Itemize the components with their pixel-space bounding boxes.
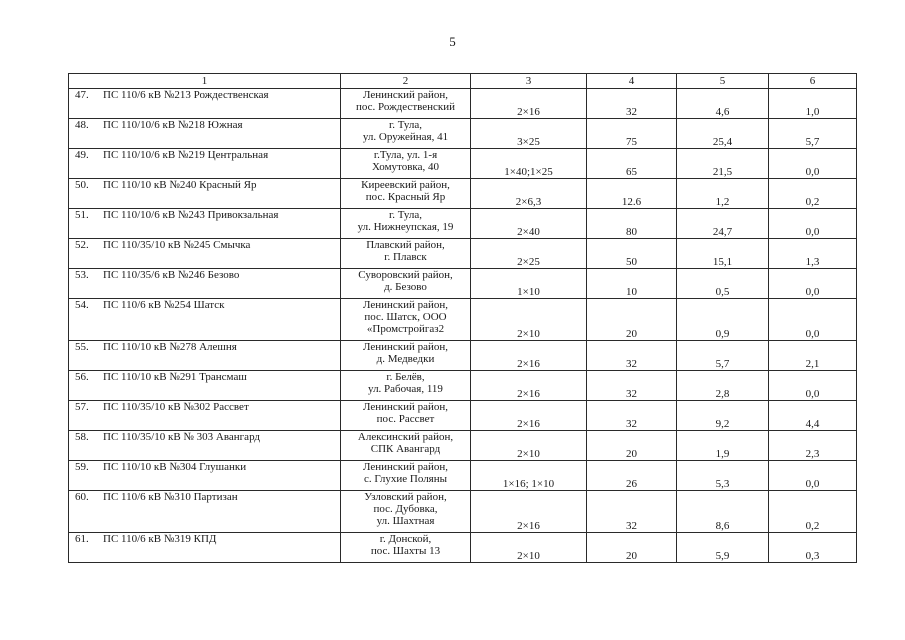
row-number: 52. [75, 239, 89, 251]
location-cell [341, 491, 471, 533]
table-row [69, 341, 857, 371]
value-cell-c3: 2×25 [471, 239, 587, 269]
substation-name-cell [69, 119, 341, 149]
substation-name-cell [69, 341, 341, 371]
row-number: 56. [75, 371, 89, 383]
value-cell-c4: 32 [587, 401, 677, 431]
row-number: 48. [75, 119, 89, 131]
location-line: пос. Дубовка, [373, 503, 438, 515]
location-line: Ленинский район, [362, 341, 449, 353]
location-line: «Промстройгаз2 [366, 323, 445, 335]
row-number: 55. [75, 341, 89, 353]
substation-name: ПС 110/10 кВ №278 Алешня [103, 341, 237, 353]
location-cell [341, 341, 471, 371]
location-line: г. Тула, [388, 209, 423, 221]
table-header-row [69, 74, 857, 89]
location-line: пос. Шатск, ООО [364, 311, 447, 323]
row-number: 59. [75, 461, 89, 473]
value-cell-c3: 2×10 [471, 431, 587, 461]
row-number: 57. [75, 401, 89, 413]
table-row [69, 401, 857, 431]
location-line: г. Плавск [384, 251, 427, 263]
substation-name-cell [69, 149, 341, 179]
value-cell-c5: 24,7 [677, 209, 769, 239]
table-row [69, 533, 857, 563]
row-number: 47. [75, 89, 89, 101]
header-cell: 6 [769, 74, 857, 89]
table-row [69, 179, 857, 209]
row-number: 54. [75, 299, 89, 311]
substation-name: ПС 110/10/6 кВ №219 Центральная [103, 149, 269, 161]
location-line: Ленинский район, [362, 401, 449, 413]
row-number: 61. [75, 533, 89, 545]
header-cell: 2 [341, 74, 471, 89]
value-cell-c4: 26 [587, 461, 677, 491]
table-row [69, 431, 857, 461]
location-cell [341, 533, 471, 563]
location-cell [341, 299, 471, 341]
substation-name: ПС 110/35/10 кВ №302 Рассвет [103, 401, 249, 413]
table-row [69, 371, 857, 401]
value-cell-c3: 2×16 [471, 401, 587, 431]
value-cell-c5: 15,1 [677, 239, 769, 269]
substation-name: ПС 110/35/6 кВ №246 Безово [103, 269, 240, 281]
location-cell [341, 179, 471, 209]
value-cell-c4: 32 [587, 341, 677, 371]
location-line: Ленинский район, [362, 89, 449, 101]
value-cell-c6: 1,3 [769, 239, 857, 269]
page-number: 5 [449, 34, 456, 49]
value-cell-c3: 1×10 [471, 269, 587, 299]
value-cell-c4: 20 [587, 299, 677, 341]
value-cell-c5: 5,3 [677, 461, 769, 491]
location-cell [341, 371, 471, 401]
location-line: пос. Рассвет [376, 413, 435, 425]
value-cell-c6: 4,4 [769, 401, 857, 431]
value-cell-c5: 9,2 [677, 401, 769, 431]
header-cell: 4 [587, 74, 677, 89]
substation-name: ПС 110/10 кВ №240 Красный Яр [103, 179, 257, 191]
header-cell: 1 [69, 74, 341, 89]
location-cell [341, 461, 471, 491]
value-cell-c6: 0,2 [769, 491, 857, 533]
table-row [69, 149, 857, 179]
location-line: г. Тула, [388, 119, 423, 131]
substation-name-cell [69, 371, 341, 401]
value-cell-c3: 1×16; 1×10 [471, 461, 587, 491]
substation-name: ПС 110/6 кВ №319 КПД [103, 533, 217, 545]
location-cell [341, 239, 471, 269]
location-cell [341, 119, 471, 149]
location-cell [341, 269, 471, 299]
substation-name: ПС 110/6 кВ №254 Шатск [103, 299, 225, 311]
substation-name: ПС 110/10/6 кВ №243 Привокзальная [103, 209, 279, 221]
table-row [69, 269, 857, 299]
location-cell [341, 431, 471, 461]
table-row [69, 89, 857, 119]
value-cell-c3: 2×10 [471, 299, 587, 341]
location-cell [341, 89, 471, 119]
value-cell-c6: 0,0 [769, 371, 857, 401]
substation-name: ПС 110/35/10 кВ № 303 Авангард [103, 431, 261, 443]
location-line: ул. Оружейная, 41 [362, 131, 449, 143]
location-line: Плавский район, [366, 239, 445, 251]
substation-name-cell [69, 533, 341, 563]
value-cell-c6: 0,0 [769, 149, 857, 179]
value-cell-c6: 1,0 [769, 89, 857, 119]
location-cell [341, 149, 471, 179]
value-cell-c6: 0,0 [769, 209, 857, 239]
location-line: с. Глухие Поляны [363, 473, 448, 485]
value-cell-c3: 3×25 [471, 119, 587, 149]
substation-name-cell [69, 461, 341, 491]
location-cell [341, 209, 471, 239]
value-cell-c6: 0,3 [769, 533, 857, 563]
value-cell-c4: 50 [587, 239, 677, 269]
row-number: 50. [75, 179, 89, 191]
substation-name: ПС 110/35/10 кВ №245 Смычка [103, 239, 251, 251]
value-cell-c4: 32 [587, 371, 677, 401]
table-row [69, 299, 857, 341]
substation-name-cell [69, 209, 341, 239]
value-cell-c6: 0,0 [769, 461, 857, 491]
value-cell-c3: 2×16 [471, 491, 587, 533]
location-line: Ленинский район, [362, 299, 449, 311]
value-cell-c6: 0,0 [769, 299, 857, 341]
value-cell-c5: 2,8 [677, 371, 769, 401]
value-cell-c5: 21,5 [677, 149, 769, 179]
value-cell-c5: 0,5 [677, 269, 769, 299]
location-line: г. Донской, [379, 533, 432, 545]
value-cell-c4: 80 [587, 209, 677, 239]
table-row [69, 491, 857, 533]
table-row [69, 461, 857, 491]
substation-name-cell [69, 89, 341, 119]
substation-name-cell [69, 179, 341, 209]
location-line: Алексинский район, [357, 431, 454, 443]
location-line: ул. Рабочая, 119 [368, 383, 443, 395]
value-cell-c5: 1,9 [677, 431, 769, 461]
row-number: 51. [75, 209, 89, 221]
location-line: Киреевский район, [361, 179, 450, 191]
value-cell-c3: 2×10 [471, 533, 587, 563]
table-row [69, 209, 857, 239]
value-cell-c3: 2×16 [471, 89, 587, 119]
substation-name: ПС 110/10/6 кВ №218 Южная [103, 119, 243, 131]
value-cell-c6: 5,7 [769, 119, 857, 149]
location-line: д. Медведки [376, 353, 435, 365]
value-cell-c5: 25,4 [677, 119, 769, 149]
value-cell-c3: 1×40;1×25 [471, 149, 587, 179]
location-line: г.Тула, ул. 1-я [373, 149, 438, 161]
substation-name: ПС 110/6 кВ №213 Рождественская [103, 89, 269, 101]
row-number: 49. [75, 149, 89, 161]
value-cell-c4: 75 [587, 119, 677, 149]
substation-name-cell [69, 239, 341, 269]
substation-name-cell [69, 431, 341, 461]
value-cell-c4: 20 [587, 431, 677, 461]
row-number: 53. [75, 269, 89, 281]
location-line: д. Безово [384, 281, 427, 293]
value-cell-c6: 2,3 [769, 431, 857, 461]
substation-name: ПС 110/10 кВ №304 Глушанки [103, 461, 247, 473]
value-cell-c4: 20 [587, 533, 677, 563]
value-cell-c4: 10 [587, 269, 677, 299]
substation-name-cell [69, 299, 341, 341]
substation-name: ПС 110/10 кВ №291 Трансмаш [103, 371, 247, 383]
location-cell [341, 401, 471, 431]
value-cell-c5: 5,9 [677, 533, 769, 563]
location-line: г. Белёв, [386, 371, 425, 383]
value-cell-c4: 32 [587, 89, 677, 119]
location-line: Суворовский район, [358, 269, 453, 281]
value-cell-c6: 0,0 [769, 269, 857, 299]
value-cell-c3: 2×16 [471, 371, 587, 401]
row-number: 60. [75, 491, 89, 503]
location-line: Ленинский район, [362, 461, 449, 473]
location-line: пос. Рождественский [355, 101, 456, 113]
value-cell-c4: 65 [587, 149, 677, 179]
value-cell-c6: 2,1 [769, 341, 857, 371]
value-cell-c5: 8,6 [677, 491, 769, 533]
location-line: ул. Нижнеупская, 19 [357, 221, 454, 233]
value-cell-c3: 2×6,3 [471, 179, 587, 209]
location-line: СПК Авангард [370, 443, 441, 455]
row-number: 58. [75, 431, 89, 443]
value-cell-c4: 12.6 [587, 179, 677, 209]
location-line: пос. Шахты 13 [370, 545, 441, 557]
substations-table [68, 73, 857, 563]
value-cell-c3: 2×40 [471, 209, 587, 239]
value-cell-c5: 1,2 [677, 179, 769, 209]
table-row [69, 119, 857, 149]
table-row [69, 239, 857, 269]
location-line: Узловский район, [364, 491, 447, 503]
value-cell-c6: 0,2 [769, 179, 857, 209]
value-cell-c4: 32 [587, 491, 677, 533]
value-cell-c3: 2×16 [471, 341, 587, 371]
header-cell: 3 [471, 74, 587, 89]
header-cell: 5 [677, 74, 769, 89]
location-line: ул. Шахтная [376, 515, 435, 527]
substation-name-cell [69, 491, 341, 533]
value-cell-c5: 4,6 [677, 89, 769, 119]
value-cell-c5: 0,9 [677, 299, 769, 341]
location-line: пос. Красный Яр [365, 191, 446, 203]
substation-name-cell [69, 269, 341, 299]
substation-name-cell [69, 401, 341, 431]
value-cell-c5: 5,7 [677, 341, 769, 371]
location-line: Хомутовка, 40 [372, 161, 439, 173]
substation-name: ПС 110/6 кВ №310 Партизан [103, 491, 238, 503]
